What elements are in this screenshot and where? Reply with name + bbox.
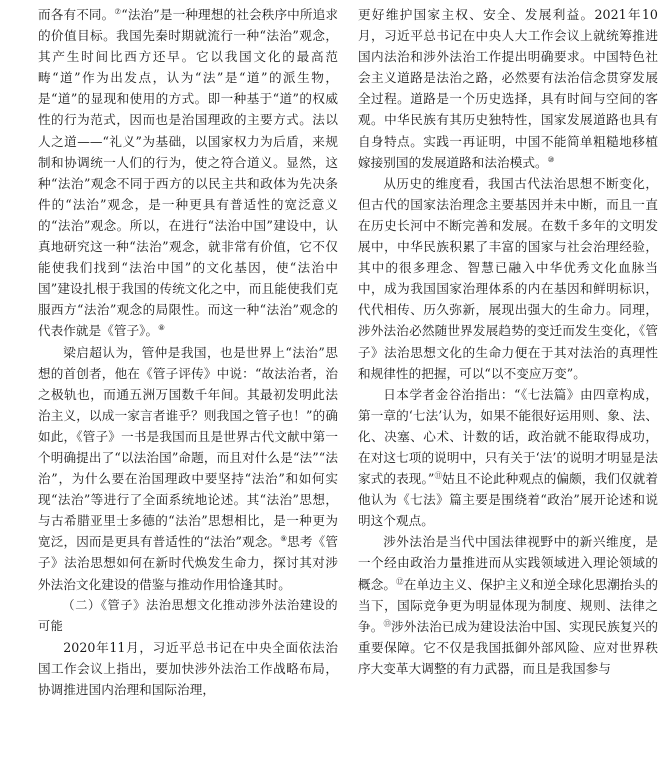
paragraph-text: “法治”是一种理想的社会秩序中所追求的价值目标。我国先秦时期就流行一种“法治”观念，其产生时间比西方还早。它以我国文化的最高范畴“道”作为出发点，认为“法”是“道”的派生物，是“道”的显现和使用的方式。即一种基于“道”的权威性的行为范式，因而也是治国理政的主要方式。法以人之道——“礼义”为基础，以国家权力为后盾，来规制和协调统一人们的行为，使之符合道义。显然，这种“法治”观念不同于西方的以民主共和政体为先决条件的“法治”观念，是一种更具有普适性的宽泛意义的“法治”观念。所以，在进行“法治中国”建设中，认真地研究这一种“法治”观念，就非常有价值，它不仅能使我们找到“法治中国”的文化基因，使“法治中国”建设扎根于我国的传统文化之中，而且能使我们克服西方“法治”观念的局限性。而这一种“法治”观念的代表作就是《管子》。 xyxy=(38,7,339,339)
paragraph-text: 日本学者金谷治指出：“《七法篇》由四章构成，第一章的‘七法’认为，如果不能很好运用则、象、法、化、决塞、心术、计数的话，政治就不能取得成功，在对这七项的说明中，只有关于‘法’的说明才明显是法家式的表现。” xyxy=(358,386,658,487)
paragraph-text: 2020年11月，习近平总书记在中央全面依法治国工作会议上指出，要加快涉外法治工作战略布局，协调推进国内治理和国际治理， xyxy=(38,639,338,697)
paragraph-text: 姑且不论此种观点的偏颇，我们仅就着他认为《七法》篇主要是围绕着“政治”展开论述和说明这个观点。 xyxy=(358,471,658,529)
paragraph xyxy=(358,173,658,384)
paragraph-text: 涉外法治已成为建设法治中国、实现民族复兴的重要保障。它不仅是我国抵御外部风险、应对世界秩序大变革大调整的有力武器，而且是我国参与 xyxy=(358,618,658,676)
footnote-marker: ⑬ xyxy=(383,618,392,628)
paragraph xyxy=(358,384,658,532)
paragraph-text: 而各有不同。 xyxy=(38,7,115,22)
paragraph-text: 从历史的维度看，我国古代法治思想不断变化，但古代的国家法治理念主要基因并未中断，而且一直在历史长河中不断完善和发展。在数千多年的文明发展中，中华民族积累了丰富的国家与社会治理经验，其中的很多理念、智慧已融入中华优秀文化血脉当中，成为我国国家治理体系的内在基因和鲜明标识，代代相传、历久弥新，展现出强大的生命力。同理，涉外法治必然随世界发展趋势的变迁而发生变化，《管子》法治思想文化的生命力便在于其对法治的真理性和规律性的把握，可以“以不变应万变”。 xyxy=(358,175,658,381)
paragraph xyxy=(38,637,338,700)
paragraph-text: 涉外法治是当代中国法律视野中的新兴维度，是一个经由政治力量推进而从实践领域进入理论领域的概念。 xyxy=(358,534,658,592)
left-column xyxy=(38,4,338,700)
paragraph-text: 思考《管子》法治思想如何在新时代焕发生命力，探讨其对涉外法治文化建设的借鉴与推动作用恰逢其时。 xyxy=(38,534,339,592)
paragraph xyxy=(38,342,338,595)
section-heading: （二）《管子》法治思想文化推动涉外法治建设的可能 xyxy=(38,597,338,633)
right-column xyxy=(358,4,658,679)
footnote-marker: ⑨ xyxy=(280,534,288,544)
paragraph-text: 更好维护国家主权、安全、发展利益。2021年10月，习近平总书记在中央人大工作会议上就统筹推进国内法治和涉外法治工作提出明确要求。中国特色社会主义道路是法治之路，必然要有法治信念贯穿发展全过程。道路是一个历史选择，具有时间与空间的客观。中华民族有其历史独特性，国家发展道路也具有自身特点。实践一再证明，中国不能简单粗糙地移植嫁接别国的发展道路和法治模式。 xyxy=(358,7,658,170)
paragraph-text: 梁启超认为，管仲是我国，也是世界上“法治”思想的首创者，他在《管子评传》中说：“故法治者，治之极轨也，而通五洲万国数千年间。其最初发明此法治主义，以成一家言者谁乎？则我国之管子也！”的确如此，《管子》一书是我国而且是世界古代文献中第一个明确提出了“以法治国”命题，而且对什么是“法”“法治”，为什么要在治国理政中要坚持“法治”和如何实现“法治”等进行了全面系统地论述。其“法治”思想，与古希腊亚里士多德的“法治”思想相比，是一种更为宽泛，因而是更具有普适性的“法治”观念。 xyxy=(38,344,338,550)
paragraph xyxy=(358,4,658,173)
footnote-marker: ⑪ xyxy=(434,471,443,481)
paragraph xyxy=(358,531,658,679)
footnote-marker: ⑫ xyxy=(396,576,404,586)
footnote-marker: ⑦ xyxy=(114,7,122,16)
footnote-marker: ⑩ xyxy=(547,154,555,164)
footnote-marker: ⑧ xyxy=(158,323,165,333)
paragraph-text: 在单边主义、保护主义和逆全球化思潮抬头的当下，国际竞争更为明显体现为制度、规则、法律之争。 xyxy=(358,576,658,634)
paragraph xyxy=(38,4,338,342)
